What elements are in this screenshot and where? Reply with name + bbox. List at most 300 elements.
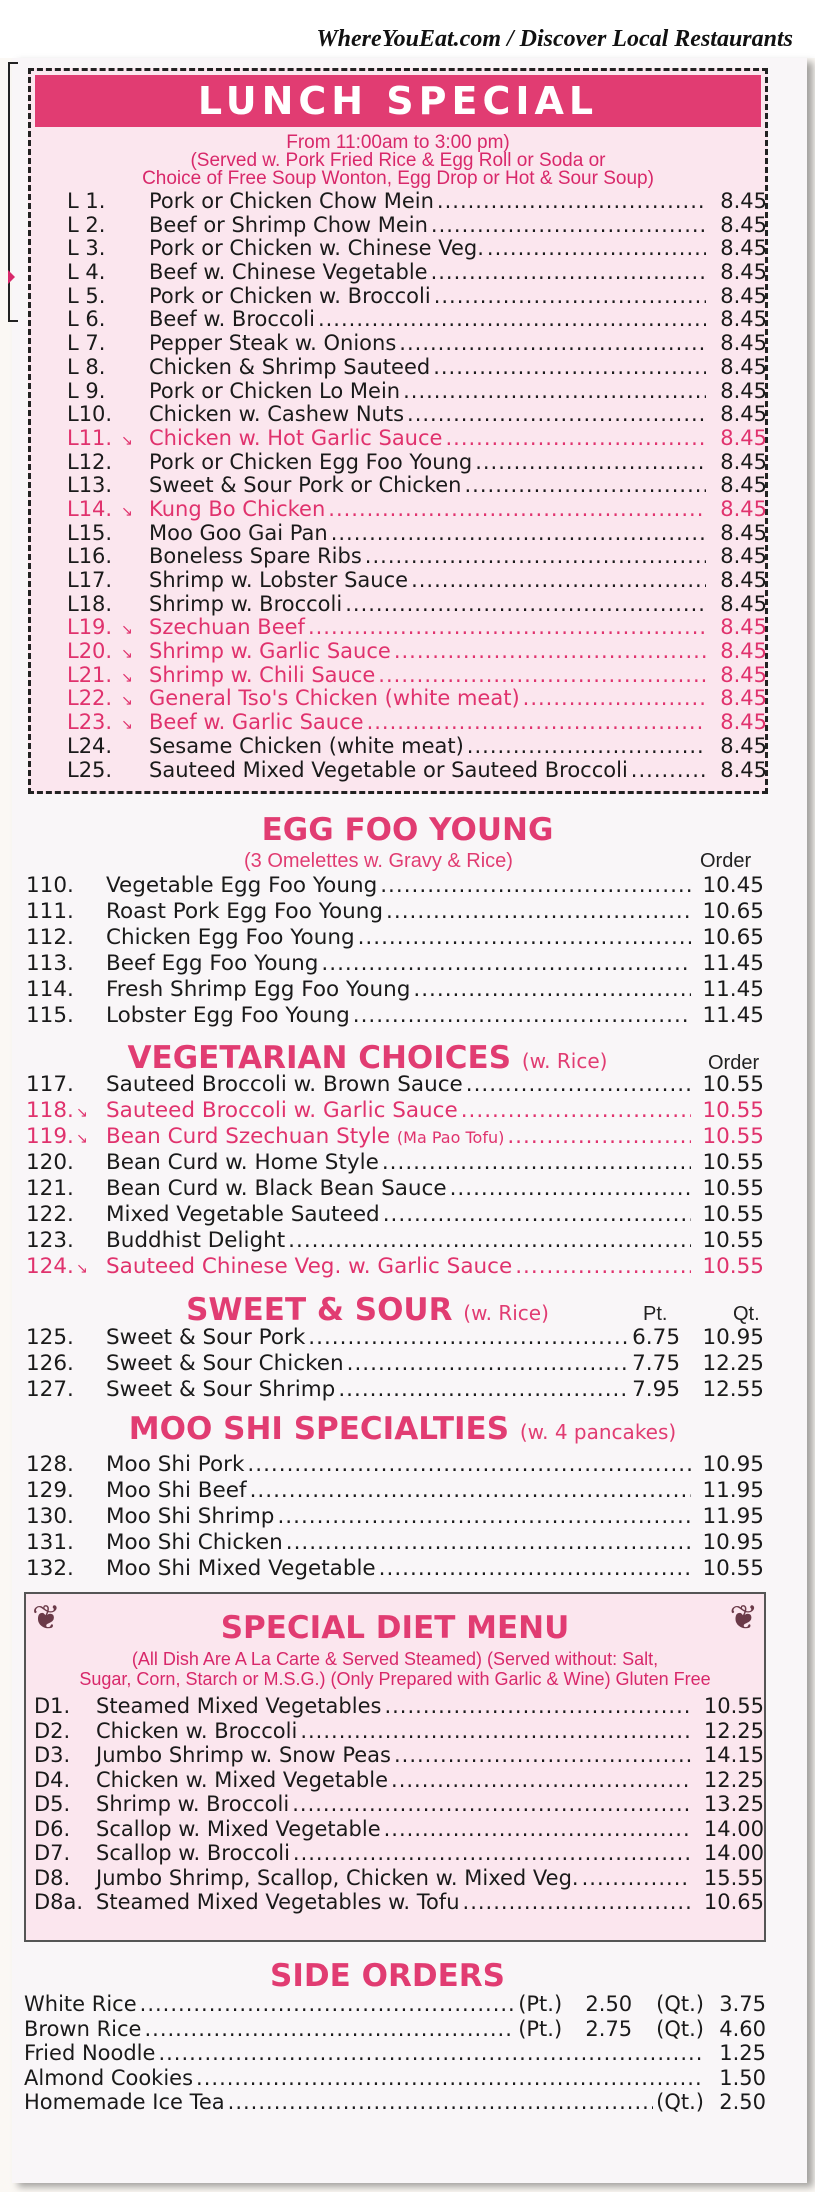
item-price: 8.45 (720, 308, 767, 332)
site-header: WhereYouEat.com / Discover Local Restaurants (0, 0, 815, 58)
item-price: 8.45 (720, 758, 767, 782)
diet-item-row (34, 1743, 764, 1768)
dot-leader (582, 1866, 691, 1891)
dot-leader (292, 1792, 691, 1817)
item-name: Shrimp w. Broccoli (149, 592, 343, 616)
item-price: 8.45 (720, 213, 767, 237)
item-name-text: Bean Curd Szechuan Style (106, 1124, 391, 1149)
item-name-text: Bean Curd w. Home Style (106, 1150, 379, 1175)
dot-leader (321, 951, 691, 977)
item-name-text: Sauteed Broccoli w. Garlic Sauce (106, 1098, 458, 1123)
dot-leader (277, 1504, 691, 1530)
item-price: 12.25 (703, 1767, 764, 1792)
pint-label: (Pt.) (518, 2016, 563, 2041)
egg-foo-young-row (26, 1003, 764, 1029)
item-price: 10.95 (702, 1530, 764, 1555)
sweet-sour-row (26, 1377, 764, 1403)
egg-foo-young-title: EGG FOO YOUNG (261, 812, 554, 848)
lunch-item-row (67, 759, 767, 783)
pint-price: 7.75 (632, 1351, 680, 1376)
item-code: L25. (67, 758, 113, 782)
item-price: 10.55 (702, 1072, 764, 1097)
item-price: 10.65 (702, 925, 764, 950)
moo-shi-list (26, 1452, 764, 1582)
dot-leader (300, 1719, 691, 1744)
pint-price: 6.75 (632, 1325, 680, 1350)
dot-leader (431, 214, 706, 238)
item-price: 8.45 (720, 663, 767, 687)
lunch-item-row (67, 569, 767, 593)
vegetarian-row (26, 1228, 764, 1254)
item-name-text: Moo Shi Mixed Vegetable (106, 1556, 376, 1581)
lunch-note-2: Choice of Free Soup Wonton, Egg Drop or Hot & Sour Soup) (142, 168, 654, 189)
item-name (106, 1478, 247, 1504)
dot-leader (515, 1254, 691, 1280)
item-name: Steamed Mixed Vegetables (96, 1694, 382, 1718)
item-name-text: Lobster Egg Foo Young (106, 1003, 350, 1028)
item-name (106, 1176, 447, 1202)
item-name: Pork or Chicken Chow Mein (149, 190, 434, 213)
diet-item-row (34, 1841, 764, 1866)
item-name-text: Moo Shi Pork (106, 1452, 245, 1477)
item-price: 12.25 (703, 1718, 764, 1743)
item-name: Beef w. Garlic Sauce (149, 711, 364, 735)
vegetarian-row (26, 1150, 764, 1176)
diet-item-row (34, 1890, 764, 1915)
quart-label: (Qt.) (656, 2090, 704, 2114)
item-code: D2. (34, 1718, 71, 1743)
item-price: 13.25 (703, 1792, 764, 1816)
item-name-text: Vegetable Egg Foo Young (106, 873, 378, 898)
item-name (106, 1098, 458, 1124)
lunch-item-row (67, 261, 767, 285)
item-code: 118. (26, 1098, 74, 1123)
item-name: Sweet & Sour Pork or Chicken (149, 474, 462, 498)
item-code: 128. (26, 1452, 74, 1477)
dot-leader (394, 1743, 691, 1768)
lunch-item-row (67, 332, 767, 356)
item-name: Scallop w. Broccoli (96, 1841, 290, 1865)
item-name-text: Moo Shi Chicken (106, 1530, 283, 1555)
item-code: L24. (67, 734, 113, 758)
chili-pepper-icon: ↘ (76, 1261, 88, 1277)
chili-pepper-icon: ↘ (76, 1105, 88, 1121)
dot-leader (437, 190, 706, 214)
egg-foo-young-row (26, 951, 764, 977)
item-price: 15.55 (703, 1865, 764, 1890)
vegetarian-list (26, 1072, 764, 1280)
right-ornament-icon: ❦ (729, 1599, 758, 1637)
dot-leader (380, 873, 691, 899)
dot-leader (345, 593, 706, 617)
item-price: 10.55 (702, 1202, 764, 1227)
moo-shi-row (26, 1452, 764, 1478)
item-name-text: Moo Shi Beef (106, 1478, 247, 1503)
special-diet-note-1: (All Dish Are A La Carte & Served Steamed) (Served without: Salt, (131, 1649, 659, 1669)
dot-leader (466, 1072, 691, 1098)
special-diet-note-2: Sugar, Corn, Starch or M.S.G.) (Only Prepared with Garlic & Wine) Gluten Free (79, 1669, 711, 1689)
lunch-item-row (67, 285, 767, 309)
item-code: L10. (67, 403, 113, 427)
lunch-item-row (67, 616, 767, 640)
egg-foo-young-order-header: Order (700, 850, 752, 872)
item-name: Fried Noodle (24, 2041, 156, 2065)
item-code: 117. (26, 1072, 74, 1097)
item-price: 10.55 (702, 1098, 764, 1123)
moo-shi-title-text: MOO SHI SPECIALTIES (128, 1411, 510, 1447)
side-orders-list (24, 1992, 766, 2115)
item-name: Pork or Chicken Lo Mein (149, 379, 401, 403)
item-price: 8.45 (720, 355, 767, 379)
lunch-item-row (67, 664, 767, 688)
item-name: Steamed Mixed Vegetables w. Tofu (96, 1890, 460, 1914)
item-price: 8.45 (720, 734, 767, 758)
item-code: D4. (34, 1767, 71, 1792)
dot-leader (382, 1150, 691, 1176)
diet-item-row (34, 1866, 764, 1891)
chili-pepper-icon: ↘ (121, 717, 133, 734)
vegetarian-row (26, 1072, 764, 1098)
item-price: 8.45 (720, 592, 767, 616)
item-price: 1.50 (719, 2065, 766, 2090)
item-name (106, 1556, 376, 1582)
lunch-item-row (67, 380, 767, 404)
dot-leader (378, 664, 706, 688)
lunch-item-row (67, 427, 767, 451)
item-code: 112. (26, 925, 74, 950)
dot-leader (386, 899, 691, 925)
dot-leader (140, 1992, 516, 2017)
item-name: Moo Goo Gai Pan (149, 521, 328, 545)
item-code: L 4. (67, 261, 106, 285)
item-price: 8.45 (720, 616, 767, 640)
item-code: 120. (26, 1150, 74, 1175)
dot-leader (450, 1176, 691, 1202)
item-name-text: Sweet & Sour Shrimp (106, 1377, 336, 1402)
dot-leader (379, 1556, 691, 1582)
dot-leader (318, 308, 706, 332)
item-code: 119. (26, 1124, 74, 1149)
item-code: L 2. (67, 213, 106, 237)
diet-item-row (34, 1792, 764, 1817)
item-code: D8a. (34, 1890, 84, 1914)
item-price: 8.45 (720, 237, 767, 261)
item-code: L14. (67, 497, 113, 521)
item-price: 14.00 (703, 1816, 764, 1841)
item-price: 11.45 (702, 1003, 764, 1028)
quart-label: (Qt.) (656, 1992, 704, 2016)
egg-foo-young-list (26, 873, 764, 1029)
pint-price: 2.50 (585, 1992, 633, 2016)
item-code: D1. (34, 1694, 71, 1718)
pint-price: 7.95 (632, 1377, 680, 1402)
dot-leader (358, 925, 691, 951)
item-price: 14.15 (703, 1743, 764, 1767)
item-name: Beef w. Broccoli (149, 308, 315, 332)
item-code: 123. (26, 1228, 74, 1253)
item-price: 11.45 (702, 951, 764, 976)
item-name-note: (Ma Pao Tofu) (396, 1128, 505, 1147)
dot-leader (384, 1817, 691, 1842)
dot-leader (403, 380, 706, 404)
sweet-sour-row (26, 1351, 764, 1377)
item-name-text: Buddhist Delight (106, 1228, 286, 1253)
lunch-item-row (67, 237, 767, 261)
dot-leader (461, 1098, 691, 1124)
item-name (106, 1325, 305, 1351)
chili-pepper-icon: ↘ (121, 669, 133, 686)
item-price: 10.55 (702, 1176, 764, 1201)
item-code: L19. (67, 616, 113, 640)
item-code: L 7. (67, 332, 106, 356)
item-price: 11.95 (702, 1478, 764, 1503)
item-code: D7. (34, 1841, 71, 1865)
item-price: 10.95 (702, 1452, 764, 1477)
lunch-item-row (67, 474, 767, 498)
lunch-items-list (67, 190, 767, 782)
dot-leader (308, 1325, 627, 1351)
item-name: Pepper Steak w. Onions (149, 332, 397, 356)
item-name-text: Sweet & Sour Chicken (106, 1351, 344, 1376)
item-name-text: Chicken Egg Foo Young (106, 925, 355, 950)
item-price: 8.45 (720, 497, 767, 521)
item-name: Shrimp w. Lobster Sauce (149, 569, 409, 592)
item-name (106, 1504, 274, 1530)
item-code: D3. (34, 1743, 71, 1767)
item-price: 10.65 (703, 1890, 764, 1914)
egg-foo-young-subtitle: (3 Omelettes w. Gravy & Rice) (244, 850, 513, 872)
diet-item-row (34, 1694, 764, 1719)
dot-leader (431, 261, 706, 285)
item-name (106, 1228, 285, 1254)
lunch-item-row (67, 593, 767, 617)
dot-leader (367, 711, 706, 735)
quart-label: (Qt.) (656, 2016, 704, 2041)
moo-shi-row (26, 1478, 764, 1504)
item-name: Shrimp w. Chili Sauce (149, 663, 376, 687)
item-name: Chicken w. Cashew Nuts (149, 403, 405, 427)
lunch-item-row (67, 711, 767, 735)
item-name: Pork or Chicken w. Chinese Veg. (149, 237, 484, 261)
moo-shi-row (26, 1556, 764, 1582)
item-code: 129. (26, 1478, 74, 1503)
dot-leader (383, 1202, 691, 1228)
sweet-sour-row (26, 1325, 764, 1351)
side-item-row (24, 1992, 766, 2017)
lunch-item-row (67, 190, 767, 214)
item-name: Jumbo Shrimp w. Snow Peas (96, 1743, 391, 1767)
dot-leader (293, 1841, 691, 1866)
item-name (106, 1124, 504, 1150)
side-item-row (24, 2041, 766, 2066)
item-price: 8.45 (720, 379, 767, 403)
item-name (106, 1351, 344, 1377)
dot-leader (391, 1768, 691, 1793)
item-price: 10.55 (702, 1228, 764, 1253)
item-name: Chicken w. Broccoli (96, 1718, 298, 1743)
item-price: 4.60 (719, 2016, 766, 2041)
side-orders-title: SIDE ORDERS (270, 1958, 505, 1994)
dot-leader (434, 285, 706, 309)
item-price: 10.55 (703, 1694, 764, 1718)
item-code: L 3. (67, 237, 106, 261)
chili-pepper-icon: ↘ (121, 432, 133, 449)
item-name: Beef w. Chinese Vegetable (149, 261, 428, 285)
item-price: 2.50 (719, 2090, 766, 2114)
item-name (106, 873, 377, 899)
lunch-hours: From 11:00am to 3:00 pm) (286, 132, 510, 153)
item-code: L21. (67, 663, 113, 687)
lunch-item-row (67, 214, 767, 238)
dot-leader (445, 427, 706, 451)
dot-leader (523, 687, 706, 711)
item-code: L11. (67, 426, 113, 450)
dot-leader (465, 474, 707, 498)
item-name: Shrimp w. Broccoli (96, 1792, 290, 1816)
dot-leader (399, 332, 706, 356)
dot-leader (507, 1124, 691, 1150)
item-price: 8.45 (720, 450, 767, 474)
item-code: 111. (26, 899, 74, 924)
item-name: Jumbo Shrimp, Scallop, Chicken w. Mixed Veg. (96, 1865, 579, 1890)
item-name (106, 977, 410, 1003)
sweet-sour-pt-header: Pt. (643, 1303, 668, 1325)
item-code: 122. (26, 1202, 74, 1227)
item-name-text: Bean Curd w. Black Bean Sauce (106, 1176, 447, 1201)
vegetarian-row (26, 1098, 764, 1124)
item-price: 8.45 (720, 640, 767, 664)
item-name-text: Beef Egg Foo Young (106, 951, 319, 976)
item-price: 10.55 (702, 1150, 764, 1175)
lunch-item-row (67, 451, 767, 475)
item-code: 127. (26, 1377, 74, 1402)
item-price: 10.55 (702, 1254, 764, 1279)
item-price: 11.95 (702, 1504, 764, 1529)
item-name-text: Moo Shi Shrimp (106, 1504, 275, 1529)
item-code: L 1. (67, 190, 106, 213)
sweet-sour-title-text: SWEET & SOUR (186, 1292, 453, 1328)
special-diet-list (34, 1694, 764, 1915)
item-price: 8.45 (720, 332, 767, 356)
moo-shi-row (26, 1530, 764, 1556)
item-price: 8.45 (720, 687, 767, 711)
sweet-sour-qt-header: Qt. (733, 1303, 760, 1325)
diet-item-row (34, 1817, 764, 1842)
item-code: L17. (67, 569, 113, 592)
dot-leader (475, 451, 706, 475)
item-code: L 8. (67, 355, 106, 379)
lunch-note-1: (Served w. Pork Fried Rice & Egg Roll or Soda or (190, 150, 606, 171)
item-price: 14.00 (703, 1841, 764, 1865)
item-code: D5. (34, 1792, 71, 1816)
item-name (106, 1150, 379, 1176)
lunch-item-row (67, 308, 767, 332)
pint-label: (Pt.) (518, 1992, 563, 2016)
egg-foo-young-row (26, 899, 764, 925)
item-price: 8.45 (720, 711, 767, 735)
dot-leader (286, 1530, 691, 1556)
dot-leader (328, 498, 706, 522)
item-name: Boneless Spare Ribs (149, 545, 362, 569)
item-name (106, 899, 383, 925)
egg-foo-young-row (26, 925, 764, 951)
lunch-item-row (67, 403, 767, 427)
item-price: 8.45 (720, 403, 767, 427)
chili-pepper-icon: ↘ (121, 503, 133, 520)
dot-leader (407, 403, 706, 427)
moo-shi-row (26, 1504, 764, 1530)
item-price: 10.65 (702, 899, 764, 924)
item-name (106, 1530, 283, 1556)
vegetarian-order-header: Order (708, 1052, 760, 1074)
egg-foo-young-row (26, 873, 764, 899)
item-name (106, 925, 355, 951)
diet-item-row (34, 1719, 764, 1744)
lunch-item-row (67, 687, 767, 711)
item-name: Sesame Chicken (white meat) (149, 734, 464, 758)
item-name: Pork or Chicken Egg Foo Young (149, 450, 473, 474)
lunch-special-box (28, 68, 768, 794)
vegetarian-row (26, 1202, 764, 1228)
item-code: 114. (26, 977, 74, 1002)
item-name: Kung Bo Chicken (149, 497, 326, 521)
item-price: 8.45 (720, 261, 767, 285)
dot-leader (288, 1228, 691, 1254)
dot-leader (353, 1003, 691, 1029)
item-price: 8.45 (720, 426, 767, 450)
item-price: 8.45 (720, 474, 767, 498)
item-code: 110. (26, 873, 74, 898)
item-name: Shrimp w. Garlic Sauce (149, 640, 391, 664)
dot-leader (413, 977, 691, 1003)
item-code: 113. (26, 951, 74, 976)
dot-leader (338, 1377, 627, 1403)
item-name (106, 1452, 244, 1478)
item-code: L18. (67, 592, 113, 616)
item-name: Sauteed Mixed Vegetable or Sauteed Broccoli (149, 758, 628, 782)
item-name (106, 1072, 463, 1098)
sweet-sour-list (26, 1325, 764, 1403)
item-price: 8.45 (720, 569, 767, 592)
left-tab-marker-icon (8, 270, 15, 284)
item-name-text: Mixed Vegetable Sauteed (106, 1202, 380, 1227)
item-price: 10.55 (702, 1556, 764, 1581)
lunch-item-row (67, 498, 767, 522)
egg-foo-young-row (26, 977, 764, 1003)
lunch-item-row (67, 356, 767, 380)
item-name-text: Sauteed Broccoli w. Brown Sauce (106, 1072, 463, 1097)
dot-leader (467, 735, 706, 759)
item-name (106, 1254, 512, 1280)
diet-item-row (34, 1768, 764, 1793)
item-name (106, 1377, 335, 1403)
lunch-special-title: LUNCH SPECIAL (35, 75, 761, 127)
item-code: 115. (26, 1003, 74, 1028)
item-price: 3.75 (719, 1992, 766, 2016)
vegetarian-row (26, 1124, 764, 1150)
item-price: 8.45 (720, 545, 767, 569)
item-name-text: Fresh Shrimp Egg Foo Young (106, 977, 411, 1002)
item-name (106, 1202, 380, 1228)
quart-price: 12.25 (702, 1351, 764, 1376)
dot-leader (365, 545, 706, 569)
dot-leader (247, 1452, 691, 1478)
vegetarian-row (26, 1254, 764, 1280)
dot-leader (411, 569, 706, 593)
sweet-sour-note: (w. Rice) (463, 1301, 549, 1325)
item-code: L 9. (67, 379, 106, 403)
item-code: 131. (26, 1530, 74, 1555)
